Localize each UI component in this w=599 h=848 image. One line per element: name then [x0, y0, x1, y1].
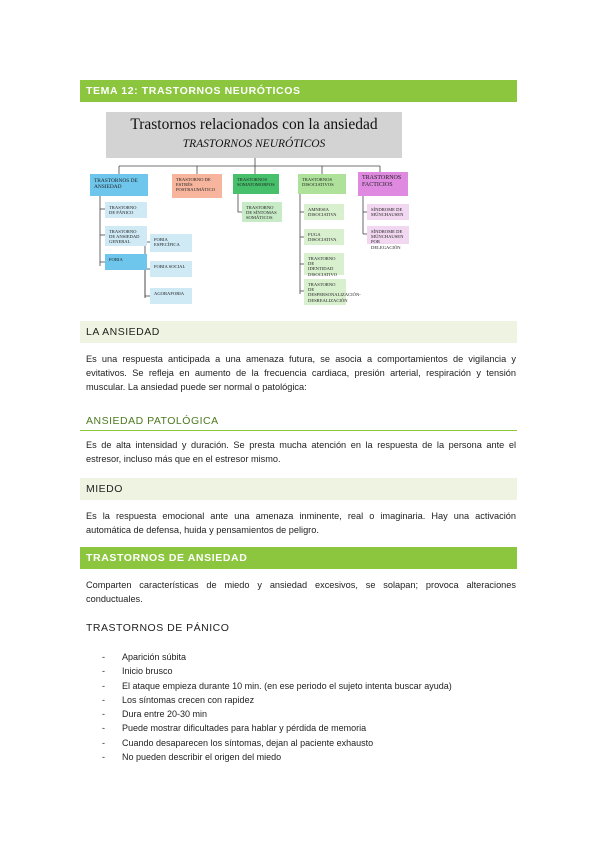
panico-list	[100, 650, 510, 764]
node-fuga-disociativa: FUGA DISOCIATIVA	[304, 229, 344, 245]
list-item: - Los síntomas crecen con rapidez	[100, 693, 510, 707]
node-sintomas-somaticos: TRASTORNO DE SÍNTOMAS SOMÁTICOS	[242, 202, 282, 222]
paragraph-patologica: Es de alta intensidad y duración. Se presta mucha atención en la respuesta de la persona ante el estresor, incluso más que en el estresor mismo.	[86, 440, 516, 464]
category-somatomorfos: TRASTORNOS SOMATOMORFOS	[233, 174, 279, 194]
node-amnesia-disociativa: AMNESIA DISOCIATIVA	[304, 204, 344, 220]
anxiety-disorders-diagram	[80, 108, 517, 314]
section-header-panico: TRASTORNOS DE PÁNICO	[86, 622, 230, 634]
section-header-tema: TEMA 12: TRASTORNOS NEURÓTICOS	[80, 80, 517, 102]
paragraph-ansiedad: Es una respuesta anticipada a una amenaza futura, se asocia a comportamientos de vigilancia y evitativos. Se refleja en aumento de la frecuencia cardiaca, presión arterial, respiración y tensión muscular. La ansiedad puede ser normal o patológica:	[86, 354, 516, 392]
category-facticios: TRASTORNOS FACTICIOS	[358, 172, 408, 196]
diagram-subtitle: TRASTORNOS NEURÓTICOS	[182, 138, 326, 150]
category-disociativos: TRASTORNOS DISOCIATIVOS	[298, 174, 346, 194]
category-ansiedad: TRASTORNOS DE ANSIEDAD	[90, 174, 148, 196]
node-identidad-disociativo: TRASTORNO DE IDENTIDAD DISOCIATIVO	[304, 253, 344, 275]
list-item: - Puede mostrar dificultades para hablar y pérdida de memoria	[100, 721, 510, 735]
node-agorafobia: AGORAFOBIA	[150, 288, 192, 304]
section-header-ansiedad: LA ANSIEDAD	[80, 321, 517, 343]
list-item: - Inicio brusco	[100, 664, 510, 678]
node-munchausen-delegacion: SÍNDROME DE MÜNCHAUSEN POR DELEGACIÓN	[367, 226, 409, 244]
node-fobia-social: FOBIA SOCIAL	[150, 261, 192, 277]
list-item: - No pueden describir el origen del miedo	[100, 750, 510, 764]
node-trastorno-panico: TRASTORNO DE PÁNICO	[105, 202, 147, 218]
node-fobia: FOBIA	[105, 254, 147, 270]
section-header-patologica: ANSIEDAD PATOLÓGICA	[80, 411, 517, 431]
list-item: - El ataque empieza durante 10 min. (en ese periodo el sujeto intenta buscar ayuda)	[100, 679, 510, 693]
node-ansiedad-general: TRASTORNO DE ANSIEDAD GENERAL	[105, 226, 147, 246]
section-header-miedo: MIEDO	[80, 478, 517, 500]
list-item: - Dura entre 20-30 min	[100, 707, 510, 721]
list-item: - Cuando desaparecen los síntomas, dejan al paciente exhausto	[100, 736, 510, 750]
paragraph-trastornos-ansiedad: Comparten características de miedo y ansiedad excesivos, se solapan; provoca alteraciones conductuales.	[86, 580, 516, 604]
node-despersonalizacion: TRASTORNO DE DESPERSONALIZACIÓN-DESREALIZACIÓN	[304, 279, 346, 305]
paragraph-miedo: Es la respuesta emocional ante una amenaza inminente, real o imaginaria. Hay una activación automática de defensa, huida y pensamientos de peligro.	[86, 511, 516, 535]
diagram-title-box	[106, 112, 402, 158]
node-fobia-especifica: FOBIA ESPECÍFICA	[150, 234, 192, 252]
category-estres: TRASTORNO DE ESTRÉS POSTRAUMÁTICO	[172, 174, 222, 198]
list-item: - Aparición súbita	[100, 650, 510, 664]
diagram-title: Trastornos relacionados con la ansiedad	[130, 116, 378, 133]
section-header-trastornos-ansiedad: TRASTORNOS DE ANSIEDAD	[80, 547, 517, 569]
node-munchausen: SÍNDROME DE MÜNCHAUSEN	[367, 204, 409, 220]
